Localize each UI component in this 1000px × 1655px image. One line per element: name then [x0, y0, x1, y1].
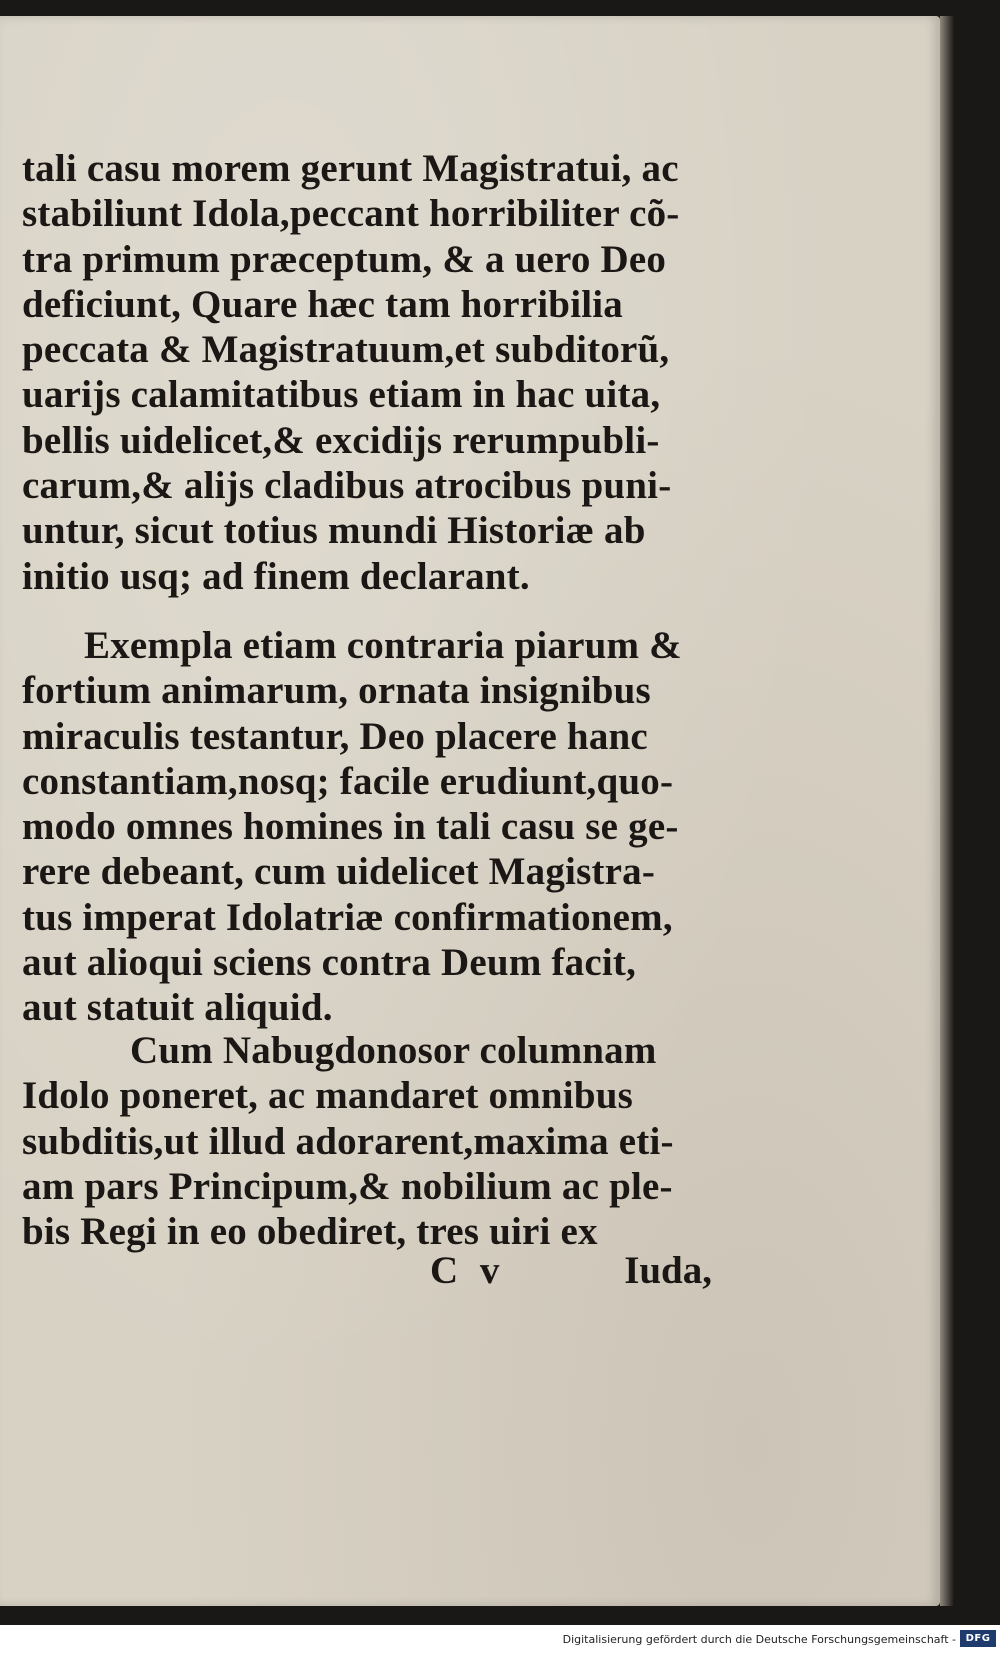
text-line: tus imperat Idolatriæ confirmationem, — [22, 895, 673, 939]
text-line: carum,& alijs cladibus atrocibus puni- — [22, 464, 672, 508]
text-line: fortium animarum, ornata insignibus — [22, 669, 651, 713]
text-line: peccata & Magistratuum,et subditorũ, — [22, 328, 670, 372]
text-line: bellis uidelicet,& excidijs rerumpubli- — [22, 418, 660, 462]
text-line: Cum Nabugdonosor columnam — [130, 1029, 657, 1072]
book-page — [0, 16, 940, 1606]
page-foot-line — [430, 1248, 740, 1296]
funding-credit: Digitalisierung gefördert durch die Deutsche Forschungsgemeinschaft - — [562, 1633, 956, 1646]
page-edge-shadow — [940, 16, 954, 1606]
catchword: Iuda, — [624, 1249, 712, 1292]
text-line: deficiunt, Quare hæc tam horribilia — [22, 282, 624, 326]
text-line: am pars Principum,& nobilium ac ple- — [22, 1164, 673, 1208]
text-line: tali casu morem gerunt Magistratui, ac — [22, 147, 679, 190]
text-line: bis Regi in eo obediret, tres uiri ex — [22, 1210, 598, 1254]
text-line: Exempla etiam contraria piarum & — [84, 624, 682, 667]
signature-mark: C v — [430, 1249, 506, 1292]
text-line: initio usq; ad finem declarant. — [22, 554, 530, 598]
paragraph-2 — [22, 623, 734, 1031]
text-line: modo omnes homines in tali casu se ge- — [22, 805, 679, 849]
digitization-footer — [0, 1625, 1000, 1655]
text-line: miraculis testantur, Deo placere hanc — [22, 714, 648, 758]
text-line: subditis,ut illud adorarent,maxima eti- — [22, 1119, 674, 1163]
text-line: aut statuit aliquid. — [22, 986, 333, 1030]
text-line: aut alioqui sciens contra Deum facit, — [22, 941, 637, 985]
text-line: tra primum præceptum, & a uero Deo — [22, 237, 667, 281]
dfg-logo-icon: DFG — [960, 1630, 996, 1647]
paragraph-3 — [22, 1028, 734, 1254]
text-line: rere debeant, cum uidelicet Magistra- — [22, 850, 656, 894]
paragraph-1 — [22, 146, 734, 599]
text-line: constantiam,nosq; facile erudiunt,quo- — [22, 759, 674, 803]
text-line: stabiliunt Idola,peccant horribiliter cõ- — [22, 192, 680, 236]
text-line: uarijs calamitatibus etiam in hac uita, — [22, 373, 661, 417]
text-line: Idolo poneret, ac mandaret omnibus — [22, 1074, 633, 1118]
text-line: untur, sicut totius mundi Historiæ ab — [22, 509, 646, 553]
